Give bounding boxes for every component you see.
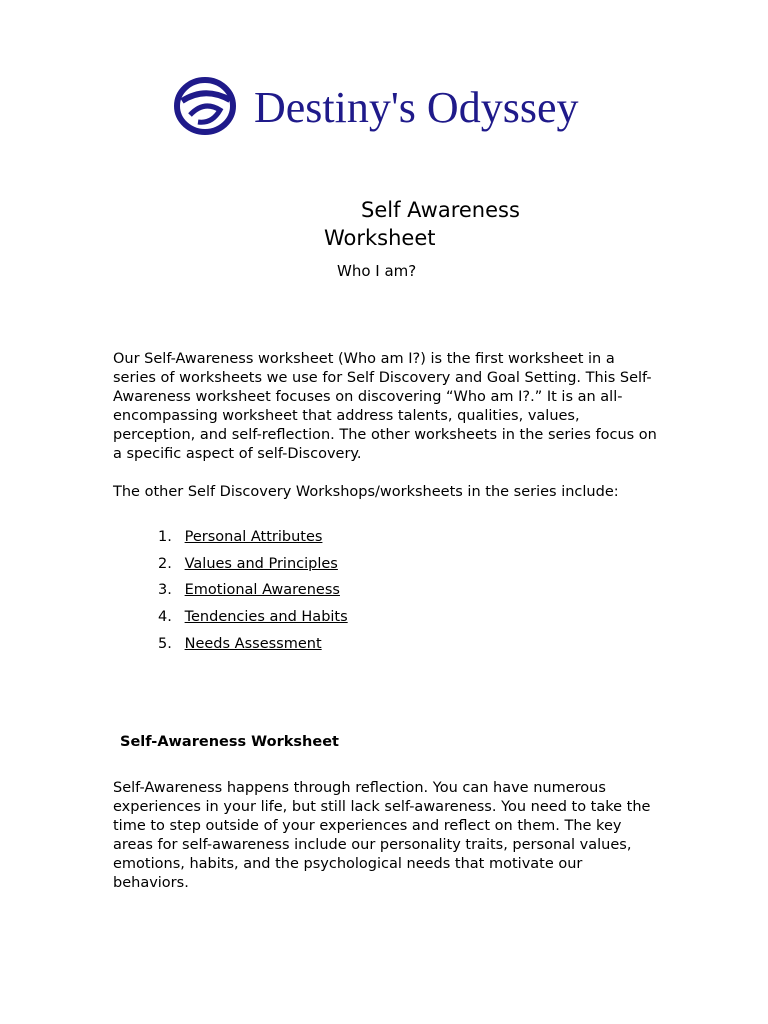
list-item-number: 2. — [158, 555, 172, 572]
link-values-and-principles[interactable]: Values and Principles — [184, 555, 338, 572]
link-needs-assessment[interactable]: Needs Assessment — [184, 635, 322, 652]
intro-paragraph: Our Self-Awareness worksheet (Who am I?) is the first worksheet in a series of worksheets we use for Self Discovery and Goal Setting. This Self-Awareness worksheet focuses on discovering “Who am I?.” It is an all-encompassing worksheet that address talents, qualities, values, perception, and self-reflection. The other worksheets in the series focus on a specific aspect of self-Discovery. — [113, 351, 657, 462]
list-item — [158, 608, 348, 635]
list-item-number: 4. — [158, 609, 172, 626]
link-personal-attributes[interactable]: Personal Attributes — [184, 529, 323, 545]
list-item-number: 3. — [158, 582, 172, 599]
title-line-1: Self Awareness — [361, 198, 520, 222]
section-paragraph: Self-Awareness happens through reflection. You can have numerous experiences in your life, but still lack self-awareness. You need to take the time to step outside of your experiences and reflect on them. The key areas for self-awareness include our personality traits, personal values, emotions, habits, and the psychological needs that motivate our behaviors. — [113, 780, 651, 891]
list-item — [158, 528, 348, 555]
section-heading: Self-Awareness Worksheet — [120, 734, 339, 750]
brand-name: Destiny's Odyssey — [254, 83, 579, 132]
destinys-odyssey-logo — [172, 74, 582, 156]
page-subtitle: Who I am? — [337, 262, 417, 280]
link-emotional-awareness[interactable]: Emotional Awareness — [184, 582, 340, 599]
list-item-number: 1. — [158, 529, 172, 545]
series-list — [158, 528, 348, 661]
link-tendencies-and-habits[interactable]: Tendencies and Habits — [184, 609, 348, 626]
page-title — [324, 196, 584, 252]
list-item — [158, 635, 348, 662]
list-item — [158, 581, 348, 608]
list-item — [158, 555, 348, 582]
list-item-number: 5. — [158, 635, 172, 652]
logo-mark-icon — [172, 74, 242, 138]
title-line-2: Worksheet — [324, 226, 436, 250]
series-intro: The other Self Discovery Workshops/worksheets in the series include: — [113, 484, 619, 500]
